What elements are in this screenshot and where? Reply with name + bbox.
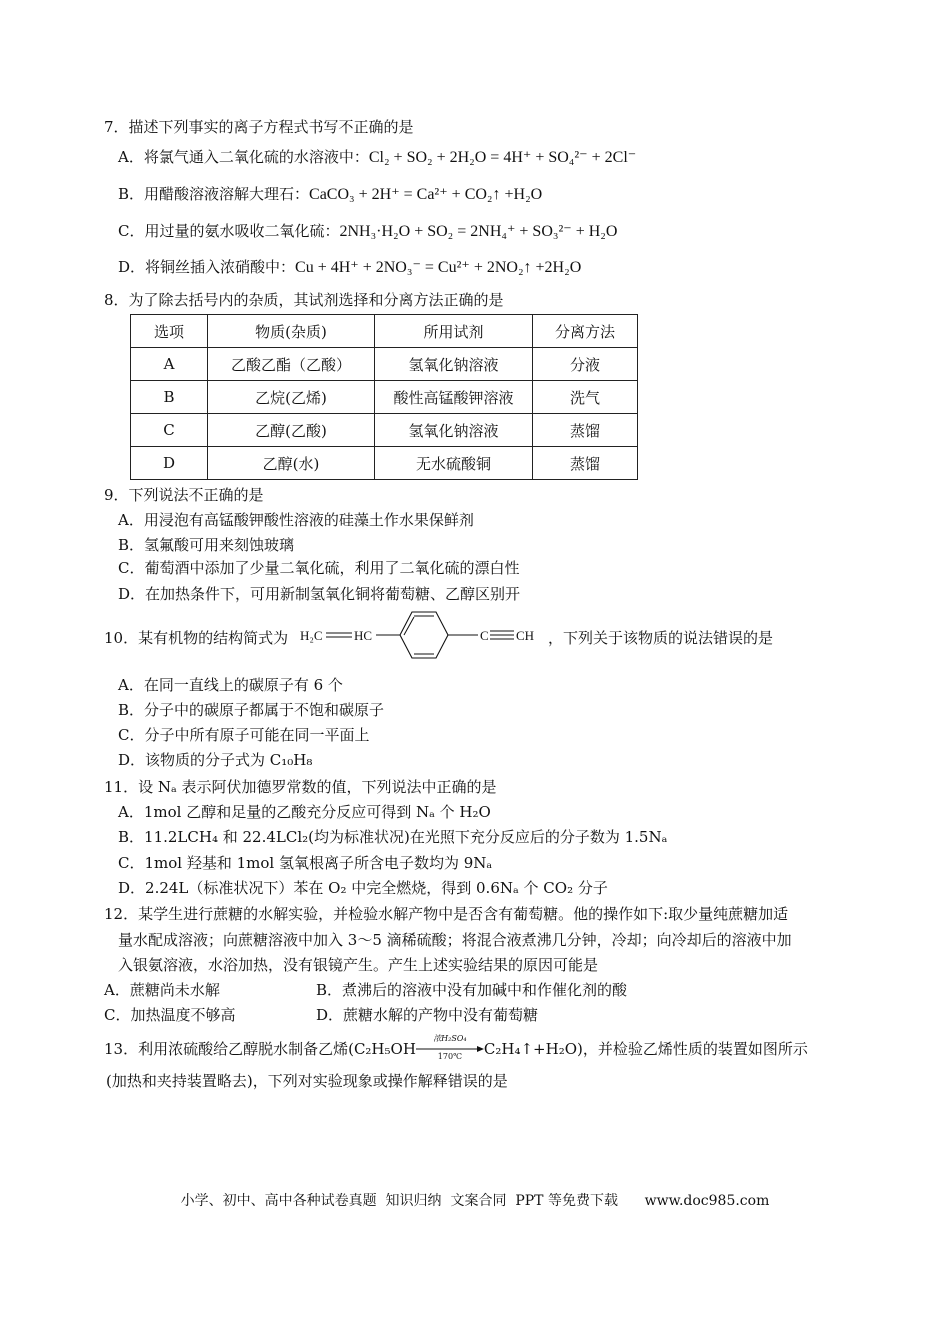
q7-option-b-formula: CaCO₃ + 2H⁺ = Ca²⁺ + CO₂↑ +H₂O bbox=[309, 186, 543, 203]
reaction-arrow-condition-top: 浓H₂SO₄ bbox=[433, 1034, 467, 1043]
q9-option-a: A．用浸泡有高锰酸钾酸性溶液的硅藻土作水果保鲜剂 bbox=[118, 511, 474, 529]
q7-option-c-formula: 2NH₃·H₂O + SO₂ = 2NH₄⁺ + SO₃²⁻ + H₂O bbox=[339, 223, 618, 240]
q12-option-b: B．煮沸后的溶液中没有加碱中和作催化剂的酸 bbox=[316, 981, 628, 999]
q13-stem-line-2: (加热和夹持装置略去)，下列对实验现象或操作解释错误的是 bbox=[106, 1072, 508, 1090]
q7-option-c bbox=[118, 220, 617, 243]
q9-option-c: C．葡萄酒中添加了少量二氧化硫，利用了二氧化硫的漂白性 bbox=[118, 559, 520, 577]
q11-option-b: B．11.2LCH₄ 和 22.4LCl₂(均为标准状况)在光照下充分反应后的分子数为 1.5Nₐ bbox=[118, 828, 668, 846]
q9-option-d: D．在加热条件下，可用新制氢氧化铜将葡萄糖、乙醇区别开 bbox=[118, 585, 521, 603]
q8-table bbox=[130, 314, 638, 480]
cell: 洗气 bbox=[533, 381, 638, 414]
q8-stem: 8．为了除去括号内的杂质，其试剂选择和分离方法正确的是 bbox=[104, 291, 504, 309]
page-footer: 小学、初中、高中各种试卷真题 知识归纳 文案合同 PPT 等免费下载 www.doc985.com bbox=[180, 1193, 770, 1209]
q7-option-a-formula: Cl₂ + SO₂ + 2H₂O = 4H⁺ + SO₄²⁻ + 2Cl⁻ bbox=[368, 149, 637, 166]
q7-option-a bbox=[118, 146, 636, 169]
q11-option-d: D．2.24L（标准状况下）苯在 O₂ 中完全燃烧，得到 0.6Nₐ 个 CO₂ 分子 bbox=[118, 879, 608, 897]
cell: 酸性高锰酸钾溶液 bbox=[375, 381, 533, 414]
cell: B bbox=[131, 381, 208, 414]
header-substance: 物质(杂质) bbox=[208, 315, 375, 348]
table-row bbox=[131, 348, 638, 381]
q7-stem: 7．描述下列事实的离子方程式书写不正确的是 bbox=[104, 118, 414, 136]
header-method: 分离方法 bbox=[533, 315, 638, 348]
struct-ch-label: CH bbox=[516, 628, 535, 643]
reaction-arrow bbox=[416, 1034, 484, 1061]
cell: 乙烷(乙烯) bbox=[208, 381, 375, 414]
q11-option-c: C．1mol 羟基和 1mol 氢氧根离子所含电子数均为 9Nₐ bbox=[118, 854, 493, 872]
cell: 乙醇(水) bbox=[208, 447, 375, 480]
reaction-arrow-condition-bottom: 170℃ bbox=[437, 1052, 463, 1061]
q7-option-d bbox=[118, 256, 581, 279]
cell: A bbox=[131, 348, 208, 381]
table-row bbox=[131, 381, 638, 414]
struct-hc-label: HC bbox=[354, 628, 373, 643]
q10-option-d: D．该物质的分子式为 C₁₀H₈ bbox=[118, 751, 313, 769]
q7-option-b-text: B．用醋酸溶液溶解大理石： bbox=[118, 185, 310, 203]
cell: 分液 bbox=[533, 348, 638, 381]
header-reagent: 所用试剂 bbox=[375, 315, 533, 348]
q10-stem-pre: 10．某有机物的结构简式为 bbox=[104, 629, 289, 647]
cell: C bbox=[131, 414, 208, 447]
q10-option-b: B．分子中的碳原子都属于不饱和碳原子 bbox=[118, 701, 385, 719]
q13-stem-post: C₂H₄↑+H₂O)，并检验乙烯性质的装置如图所示 bbox=[483, 1040, 808, 1058]
cell: 乙酸乙酯（乙酸） bbox=[208, 348, 375, 381]
q12-option-a: A．蔗糖尚未水解 bbox=[104, 981, 220, 999]
struct-c-label: C bbox=[480, 628, 489, 643]
q9-option-b: B．氢氟酸可用来刻蚀玻璃 bbox=[118, 536, 295, 554]
q7-option-a-text: A．将氯气通入二氧化硫的水溶液中： bbox=[118, 148, 369, 166]
cell: 无水硫酸铜 bbox=[375, 447, 533, 480]
cell: 氢氧化钠溶液 bbox=[375, 414, 533, 447]
q10-option-a: A．在同一直线上的碳原子有 6 个 bbox=[118, 676, 343, 694]
q7-option-b bbox=[118, 183, 542, 206]
cell: 蒸馏 bbox=[533, 414, 638, 447]
cell: D bbox=[131, 447, 208, 480]
q7-option-d-text: D．将铜丝插入浓硝酸中： bbox=[118, 258, 296, 276]
q12-option-d: D．蔗糖水解的产物中没有葡萄糖 bbox=[316, 1006, 539, 1024]
q13-stem-pre: 13．利用浓硫酸给乙醇脱水制备乙烯(C₂H₅OH bbox=[104, 1040, 416, 1058]
q9-stem: 9．下列说法不正确的是 bbox=[104, 486, 264, 504]
header-option: 选项 bbox=[131, 315, 208, 348]
q10-option-c: C．分子中所有原子可能在同一平面上 bbox=[118, 726, 370, 744]
benzene-ring bbox=[400, 612, 448, 658]
q12-stem-line-3: 入银氨溶液，水浴加热，没有银镜产生。产生上述实验结果的原因可能是 bbox=[118, 956, 599, 974]
q11-option-a: A．1mol 乙醇和足量的乙酸充分反应可得到 Nₐ 个 H₂O bbox=[118, 803, 491, 821]
cell: 乙醇(乙酸) bbox=[208, 414, 375, 447]
q12-stem-line-1: 12．某学生进行蔗糖的水解实验，并检验水解产物中是否含有葡萄糖。他的操作如下:取少量纯蔗糖加适 bbox=[104, 905, 789, 923]
cell: 氢氧化钠溶液 bbox=[375, 348, 533, 381]
q12-stem-line-2: 量水配成溶液；向蔗糖溶液中加入 3～5 滴稀硫酸；将混合液煮沸几分钟，冷却；向冷却后的溶液中加 bbox=[118, 931, 792, 949]
q7-option-c-text: C．用过量的氨水吸收二氧化硫： bbox=[118, 222, 340, 240]
q7-option-d-formula: Cu + 4H⁺ + 2NO₃⁻ = Cu²⁺ + 2NO₂↑ +2H₂O bbox=[295, 259, 582, 276]
q11-stem: 11．设 Nₐ 表示阿伏加德罗常数的值，下列说法中正确的是 bbox=[104, 778, 497, 796]
table-row bbox=[131, 414, 638, 447]
cell: 蒸馏 bbox=[533, 447, 638, 480]
q10-structure-formula bbox=[300, 604, 548, 666]
q12-option-c: C．加热温度不够高 bbox=[104, 1006, 236, 1024]
q10-stem-post: ，下列关于该物质的说法错误的是 bbox=[548, 629, 774, 647]
table-row bbox=[131, 447, 638, 480]
struct-h2c-label: H₂C bbox=[300, 628, 323, 643]
table-header-row bbox=[131, 315, 638, 348]
q13-stem bbox=[104, 1034, 808, 1061]
